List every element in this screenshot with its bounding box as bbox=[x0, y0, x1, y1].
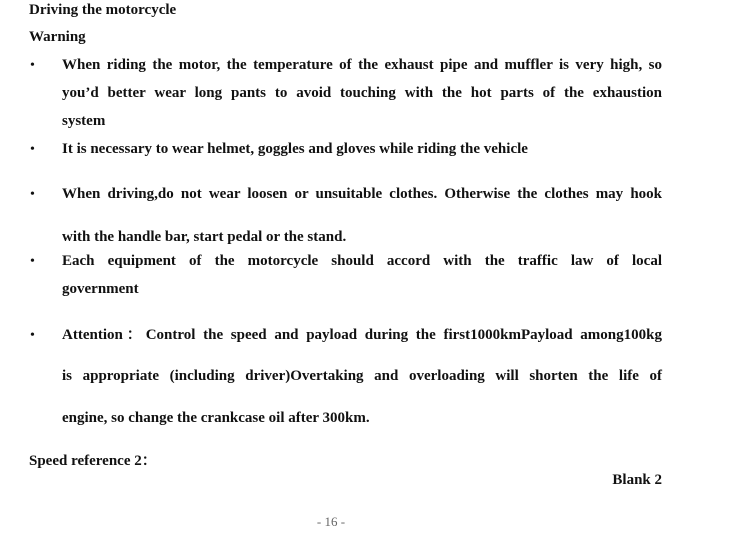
bullet-icon: • bbox=[30, 142, 35, 157]
bullet-icon: • bbox=[30, 254, 35, 269]
item-2-line-1: It is necessary to wear helmet, goggles and gloves while riding the vehicle bbox=[62, 141, 528, 157]
bullet-icon: • bbox=[30, 328, 35, 343]
item-3-line-1: When driving,do not wear loosen or unsuitable clothes. Otherwise the clothes may hook bbox=[62, 186, 662, 202]
section-title: Driving the motorcycle bbox=[29, 2, 177, 18]
item-4-line-1: Each equipment of the motorcycle should accord with the traffic law of local bbox=[62, 253, 662, 269]
item-1-line-1: When riding the motor, the temperature of the exhaust pipe and muffler is very high, so bbox=[62, 57, 662, 73]
item-4-line-2: government bbox=[62, 281, 139, 297]
item-1-line-3: system bbox=[62, 113, 106, 129]
item-5-line-2: is appropriate (including driver)Overtaking and overloading will shorten the life of bbox=[62, 368, 662, 384]
item-3-line-2: with the handle bar, start pedal or the stand. bbox=[62, 229, 347, 245]
bullet-icon: • bbox=[30, 58, 35, 73]
item-5-line-3: engine, so change the crankcase oil after 300km. bbox=[62, 410, 370, 426]
page-number: - 16 - bbox=[316, 514, 346, 529]
blank-label: Blank 2 bbox=[612, 472, 662, 488]
item-1-line-2: you’d better wear long pants to avoid touching with the hot parts of the exhaustion bbox=[62, 85, 662, 101]
speed-reference-heading: Speed reference 2： bbox=[29, 453, 157, 469]
warning-heading: Warning bbox=[29, 29, 86, 45]
bullet-icon: • bbox=[30, 187, 35, 202]
item-5-line-1: Attention：Control the speed and payload during the first1000kmPayload among100kg bbox=[62, 327, 662, 343]
